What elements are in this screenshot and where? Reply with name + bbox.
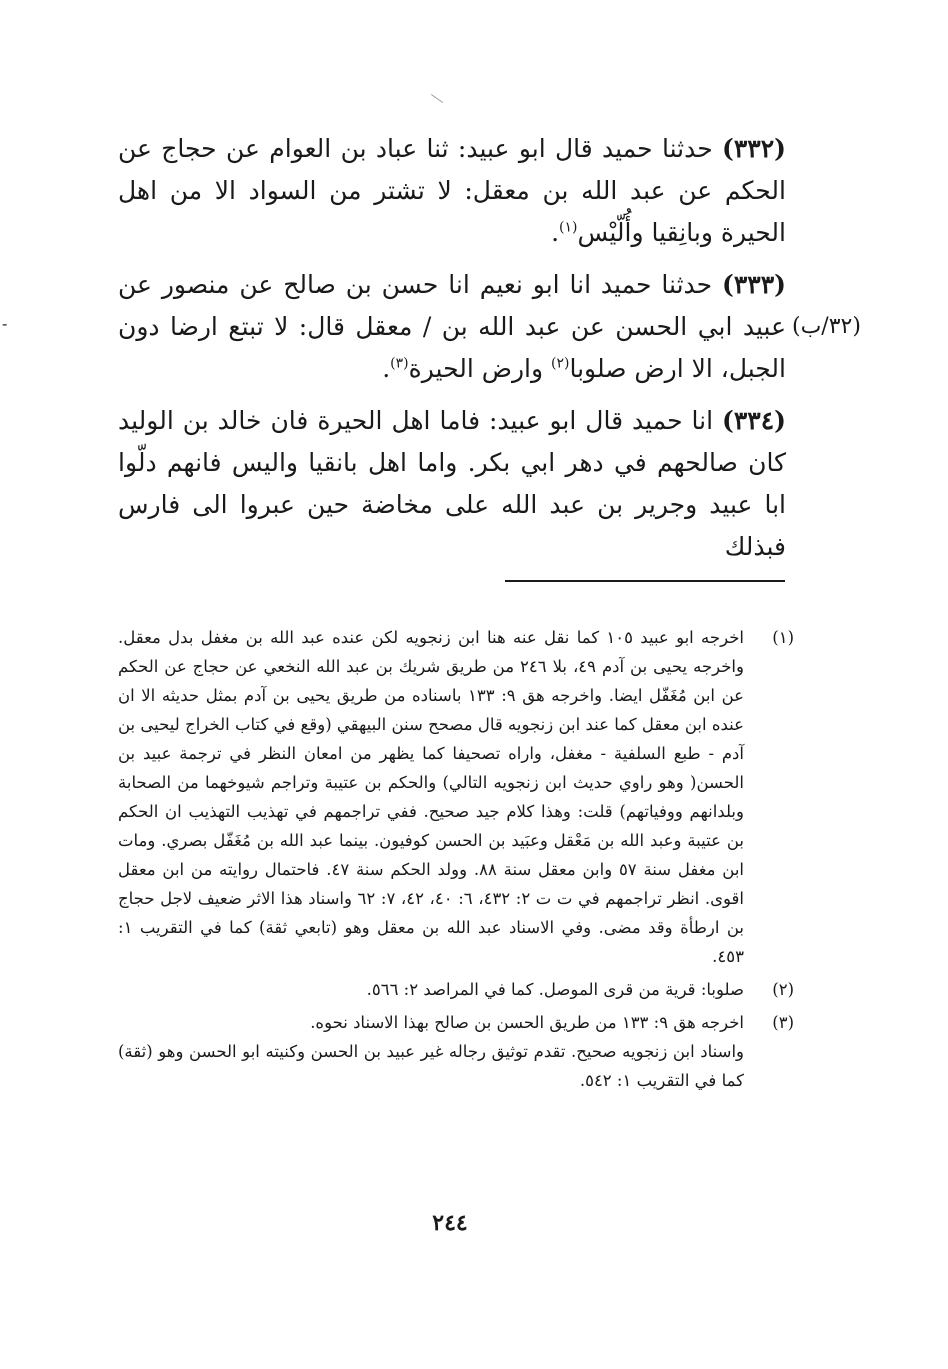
hadith-number: (٣٣٢) xyxy=(722,134,786,163)
footnote-ref: (٢) xyxy=(551,355,570,372)
paragraph-end: . xyxy=(382,354,391,383)
paragraph-334 xyxy=(118,400,786,568)
footnote-text: اخرجه هق ٩: ١٣٣ من طريق الحسن بن صالح بهذا الاسناد نحوه. واسناد ابن زنجويه صحيح. تقدم توثيق رجاله غير عبيد بن الحسن وكنيته ابو الحسن وهو (ثقة) كما في التقريب ١: ٥٤٢. xyxy=(118,1013,744,1090)
paragraph-end: . xyxy=(551,218,560,247)
paragraph-text: وارض الحيرة xyxy=(408,354,551,383)
paragraph-332 xyxy=(118,128,786,254)
hadith-number: (٣٣٤) xyxy=(722,406,786,435)
main-text xyxy=(118,128,786,578)
footnote xyxy=(118,623,794,971)
paragraph-text: انا حميد قال ابو عبيد: فاما اهل الحيرة فان خالد بن الوليد كان صالحهم في دهر ابي بكر. واما اهل بانقيا واليس فانهم دلّوا ابا عبيد وجرير بن عبد الله على مخاضة حين عبروا الى فارس فبذلك xyxy=(118,406,786,561)
footnote-number: (٣) xyxy=(772,1013,794,1032)
footnote-text: اخرجه ابو عبيد ١٠٥ كما نقل عنه هنا ابن زنجويه لكن عنده عبد الله بن مغفل بدل معقل. واخرجه يحيى بن آدم ٤٩، بلا ٢٤٦ من طريق شريك بن عبد الله النخعي عن حجاج عن الحكم عن ابن مُغَفّل ايضا. واخرجه هق ٩: ١٣٣ باسناده من طريق يحيى بن آدم بمثل حديثه الا ان عنده ابن معقل كما عند ابن زنجويه قال مصحح سنن البيهقي (وقع في كتاب الخراج ليحيى بن آدم - طبع السلفية - مغفل، واراه تصحيفا كما يظهر من امعان النظر في ترجمة عبيد بن الحسن( وهو راوي حديث ابن زنجويه التالي) والحكم بن عتيبة وتراجم شيوخهما من الصحابة وبلدانهم ووفياتهم) قلت: وهذا كلام جيد صحيح. ففي تراجمهم في تهذيب التهذيب ان الحكم بن عتيبة وعبد الله بن مَعْقل وعبَيد بن الحسن كوفيون. بينما عبد الله بن مُغَفّل بصري. ومات ابن مغفل سنة ٥٧ وابن معقل سنة ٨٨. وولد الحكم سنة ٤٧. فاحتمال روايته من ابن معقل اقوى. انظر تراجمهم في ت ت ٢: ٤٣٢، ٦: ٤٠، ٤٢، ٧: ٦٢ واسناد هذا الاثر ضعيف لاجل حجاج بن ارطأة وقد مضى. وفي الاسناد عبد الله بن معقل وهو (تابعي ثقة) كما في التقريب ١: ٤٥٣. xyxy=(118,628,744,966)
footnote-text: صلوبا: قرية من قرى الموصل. كما في المراصد ٢: ٥٦٦. xyxy=(366,980,744,999)
margin-mark: - xyxy=(2,314,8,333)
paragraph-text: حدثنا حميد انا ابو نعيم انا حسن بن صالح عن منصور عن عبيد ابي الحسن عن عبد الله بن / معقل قال: لا تبتع ارضا دون الجبل، الا ارض صلوبا xyxy=(118,270,786,383)
footnote-ref: (٣) xyxy=(390,355,409,372)
footnote-ref: (١) xyxy=(559,219,578,236)
page-number: ٢٤٤ xyxy=(432,1210,468,1236)
footnote-separator xyxy=(505,580,785,582)
footnote xyxy=(118,1008,794,1095)
scan-speck xyxy=(431,94,443,103)
footnote-number: (٢) xyxy=(772,980,794,999)
paragraph-333 xyxy=(118,264,786,390)
paragraph-text: حدثنا حميد قال ابو عبيد: ثنا عباد بن العوام عن حجاج عن الحكم عن عبد الله بن معقل: لا تشتر من السواد الا من اهل الحيرة وبانِقيا وأُلّيْس xyxy=(118,134,786,247)
footnote xyxy=(118,975,794,1004)
footnote-number: (١) xyxy=(772,628,794,647)
manuscript-folio-note: (٣٢/ب) xyxy=(792,314,861,339)
footnotes xyxy=(118,623,794,1099)
hadith-number: (٣٣٣) xyxy=(722,270,786,299)
